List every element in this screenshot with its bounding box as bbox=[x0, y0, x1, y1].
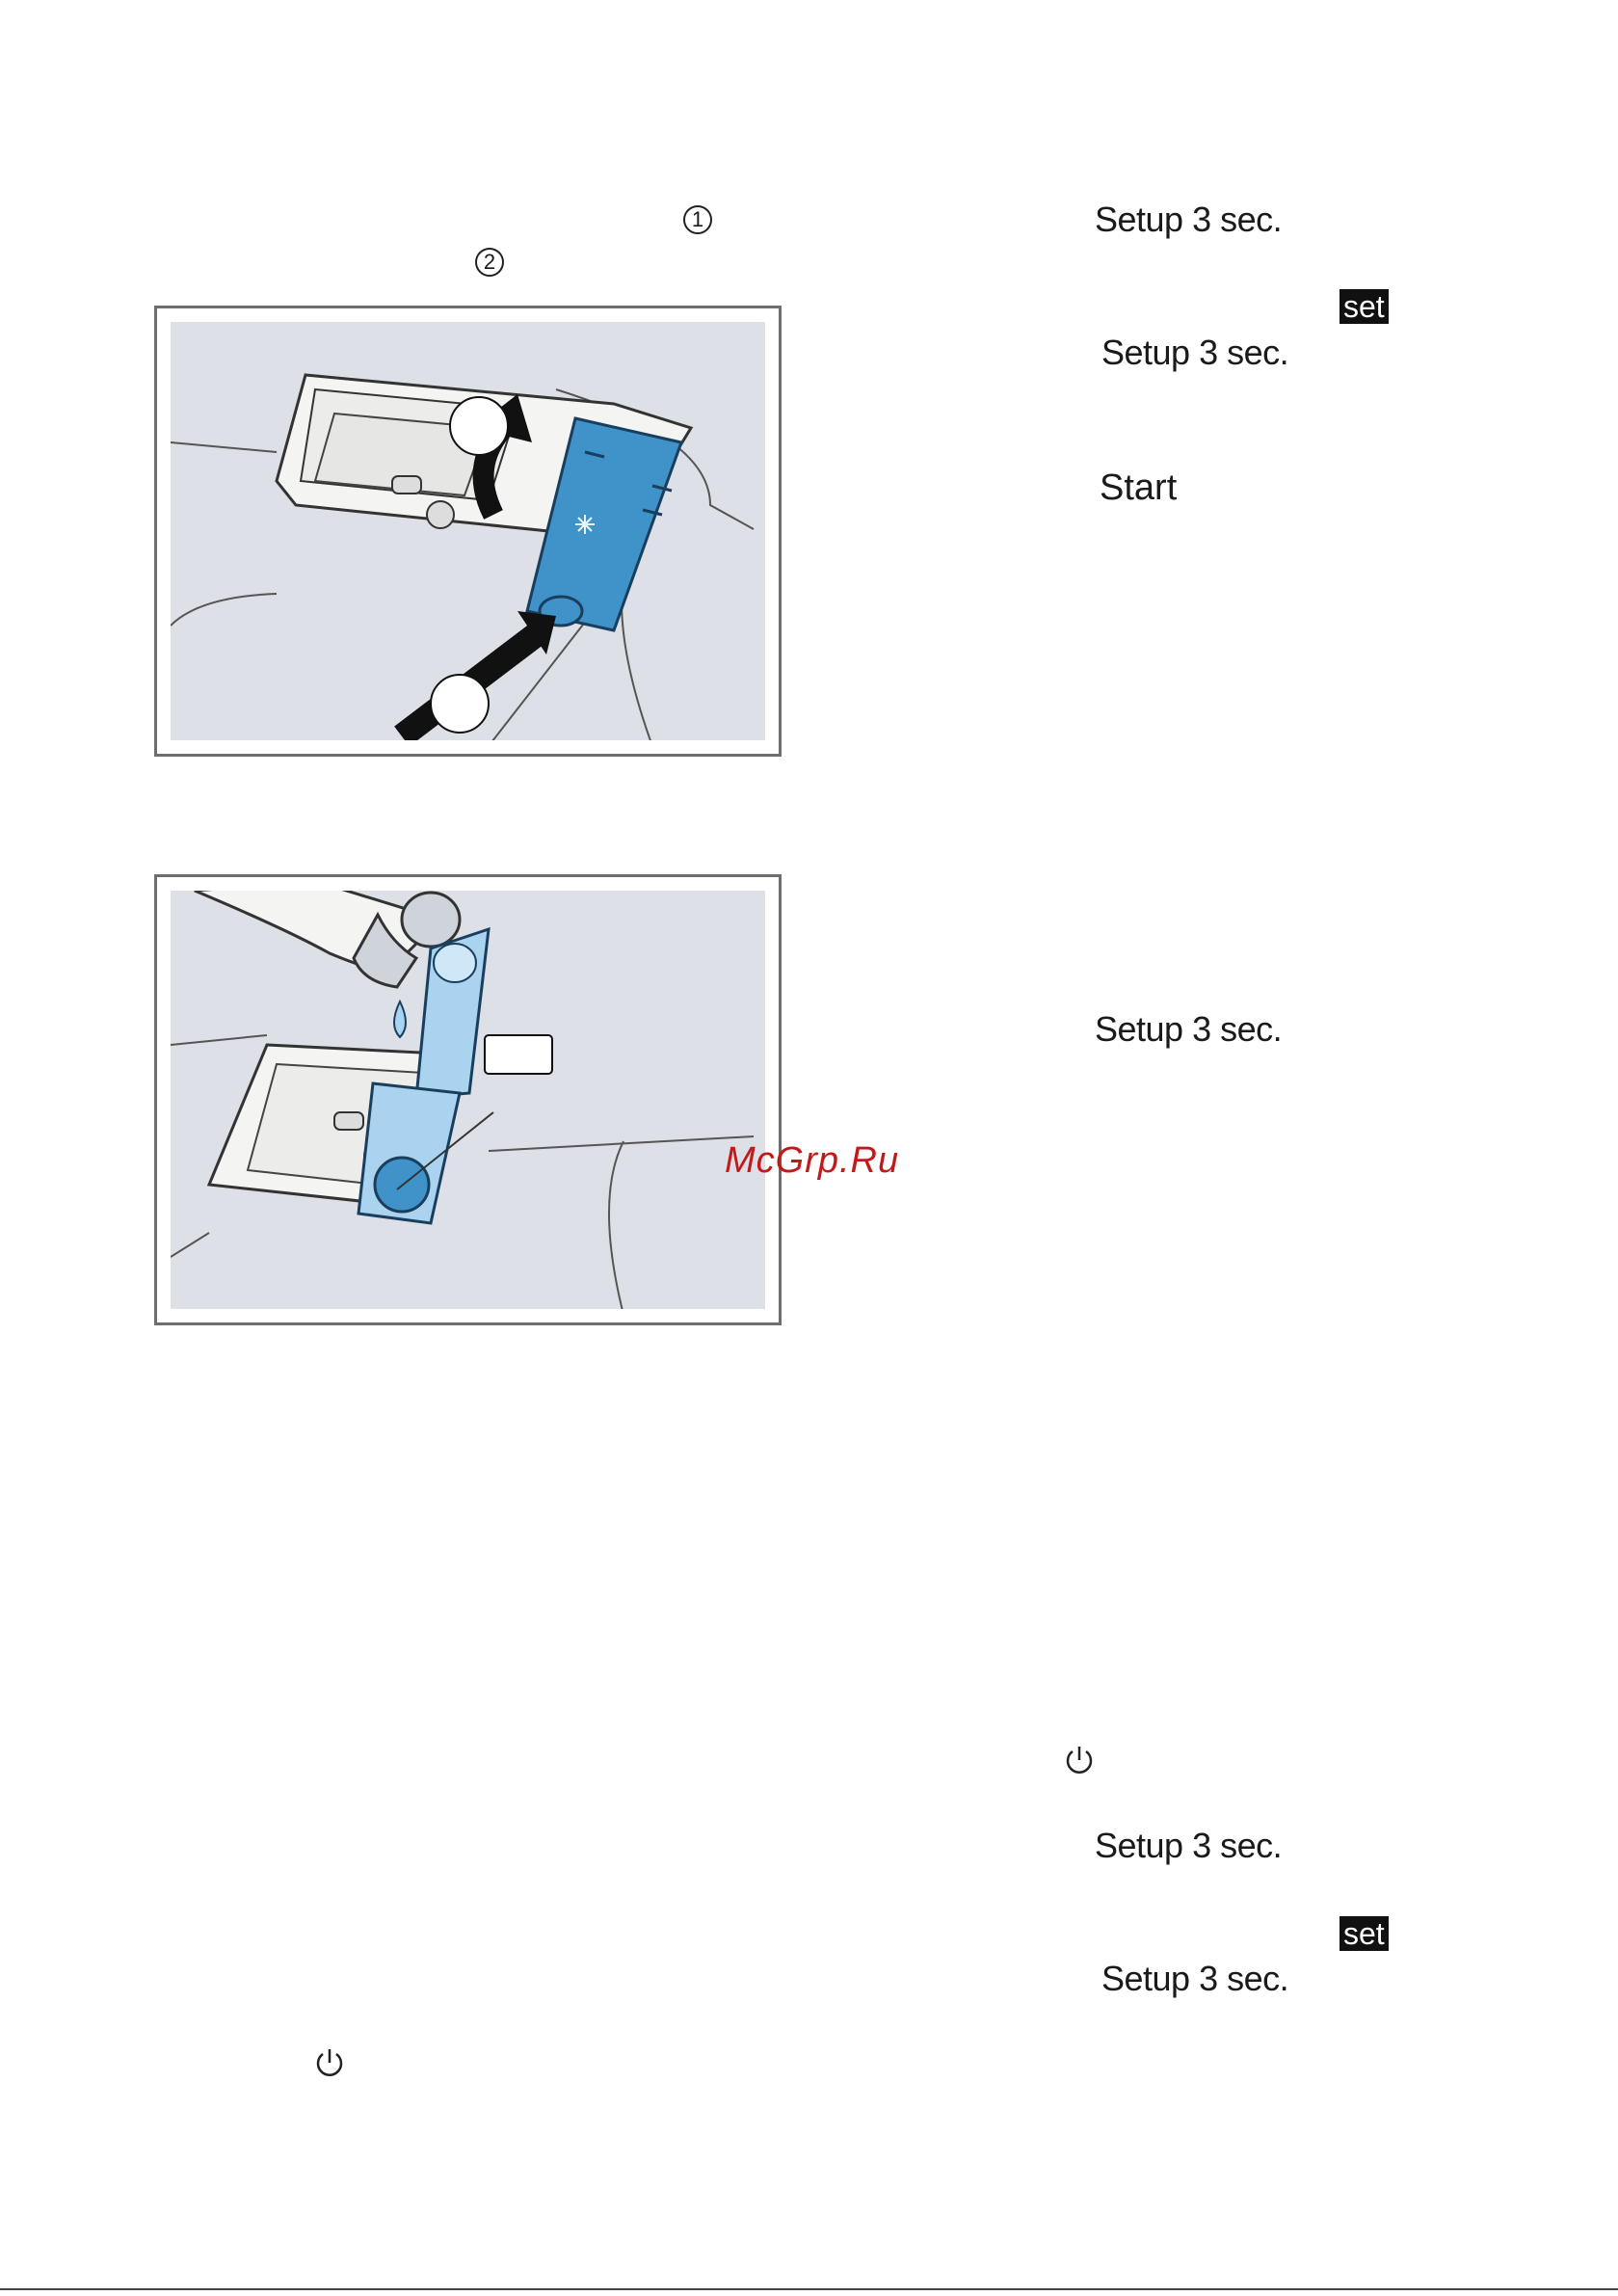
marker-2-label: 2 bbox=[483, 250, 496, 274]
power-icon bbox=[312, 2045, 347, 2080]
marker-1-label: 1 bbox=[691, 207, 704, 231]
figure-rinse-aid-filling bbox=[154, 874, 782, 1325]
marker-2 bbox=[475, 248, 504, 277]
setup-hold-text-1: Setup 3 sec. bbox=[1095, 200, 1283, 239]
marker-1 bbox=[683, 205, 712, 234]
figure-rinse-aid-filling-background bbox=[171, 891, 765, 1309]
setup-hold-text-5: Setup 3 sec. bbox=[1101, 1959, 1289, 1998]
dispenser-open-illustration bbox=[171, 322, 765, 740]
figure-dispenser-open bbox=[154, 306, 782, 757]
rinse-aid-filling-illustration bbox=[171, 891, 765, 1309]
setup-hold-text-4: Setup 3 sec. bbox=[1095, 1826, 1283, 1865]
setup-hold-text-2: Setup 3 sec. bbox=[1101, 333, 1289, 372]
set-display-badge-2: set bbox=[1339, 1916, 1389, 1951]
start-text: Start bbox=[1100, 467, 1178, 508]
set-display-badge-1: set bbox=[1339, 289, 1389, 324]
power-icon bbox=[1062, 1743, 1097, 1777]
bottom-rule bbox=[0, 2288, 1618, 2290]
figure-dispenser-open-background bbox=[171, 322, 765, 740]
watermark: McGrp.Ru bbox=[725, 1140, 900, 1181]
setup-hold-text-3: Setup 3 sec. bbox=[1095, 1009, 1283, 1049]
